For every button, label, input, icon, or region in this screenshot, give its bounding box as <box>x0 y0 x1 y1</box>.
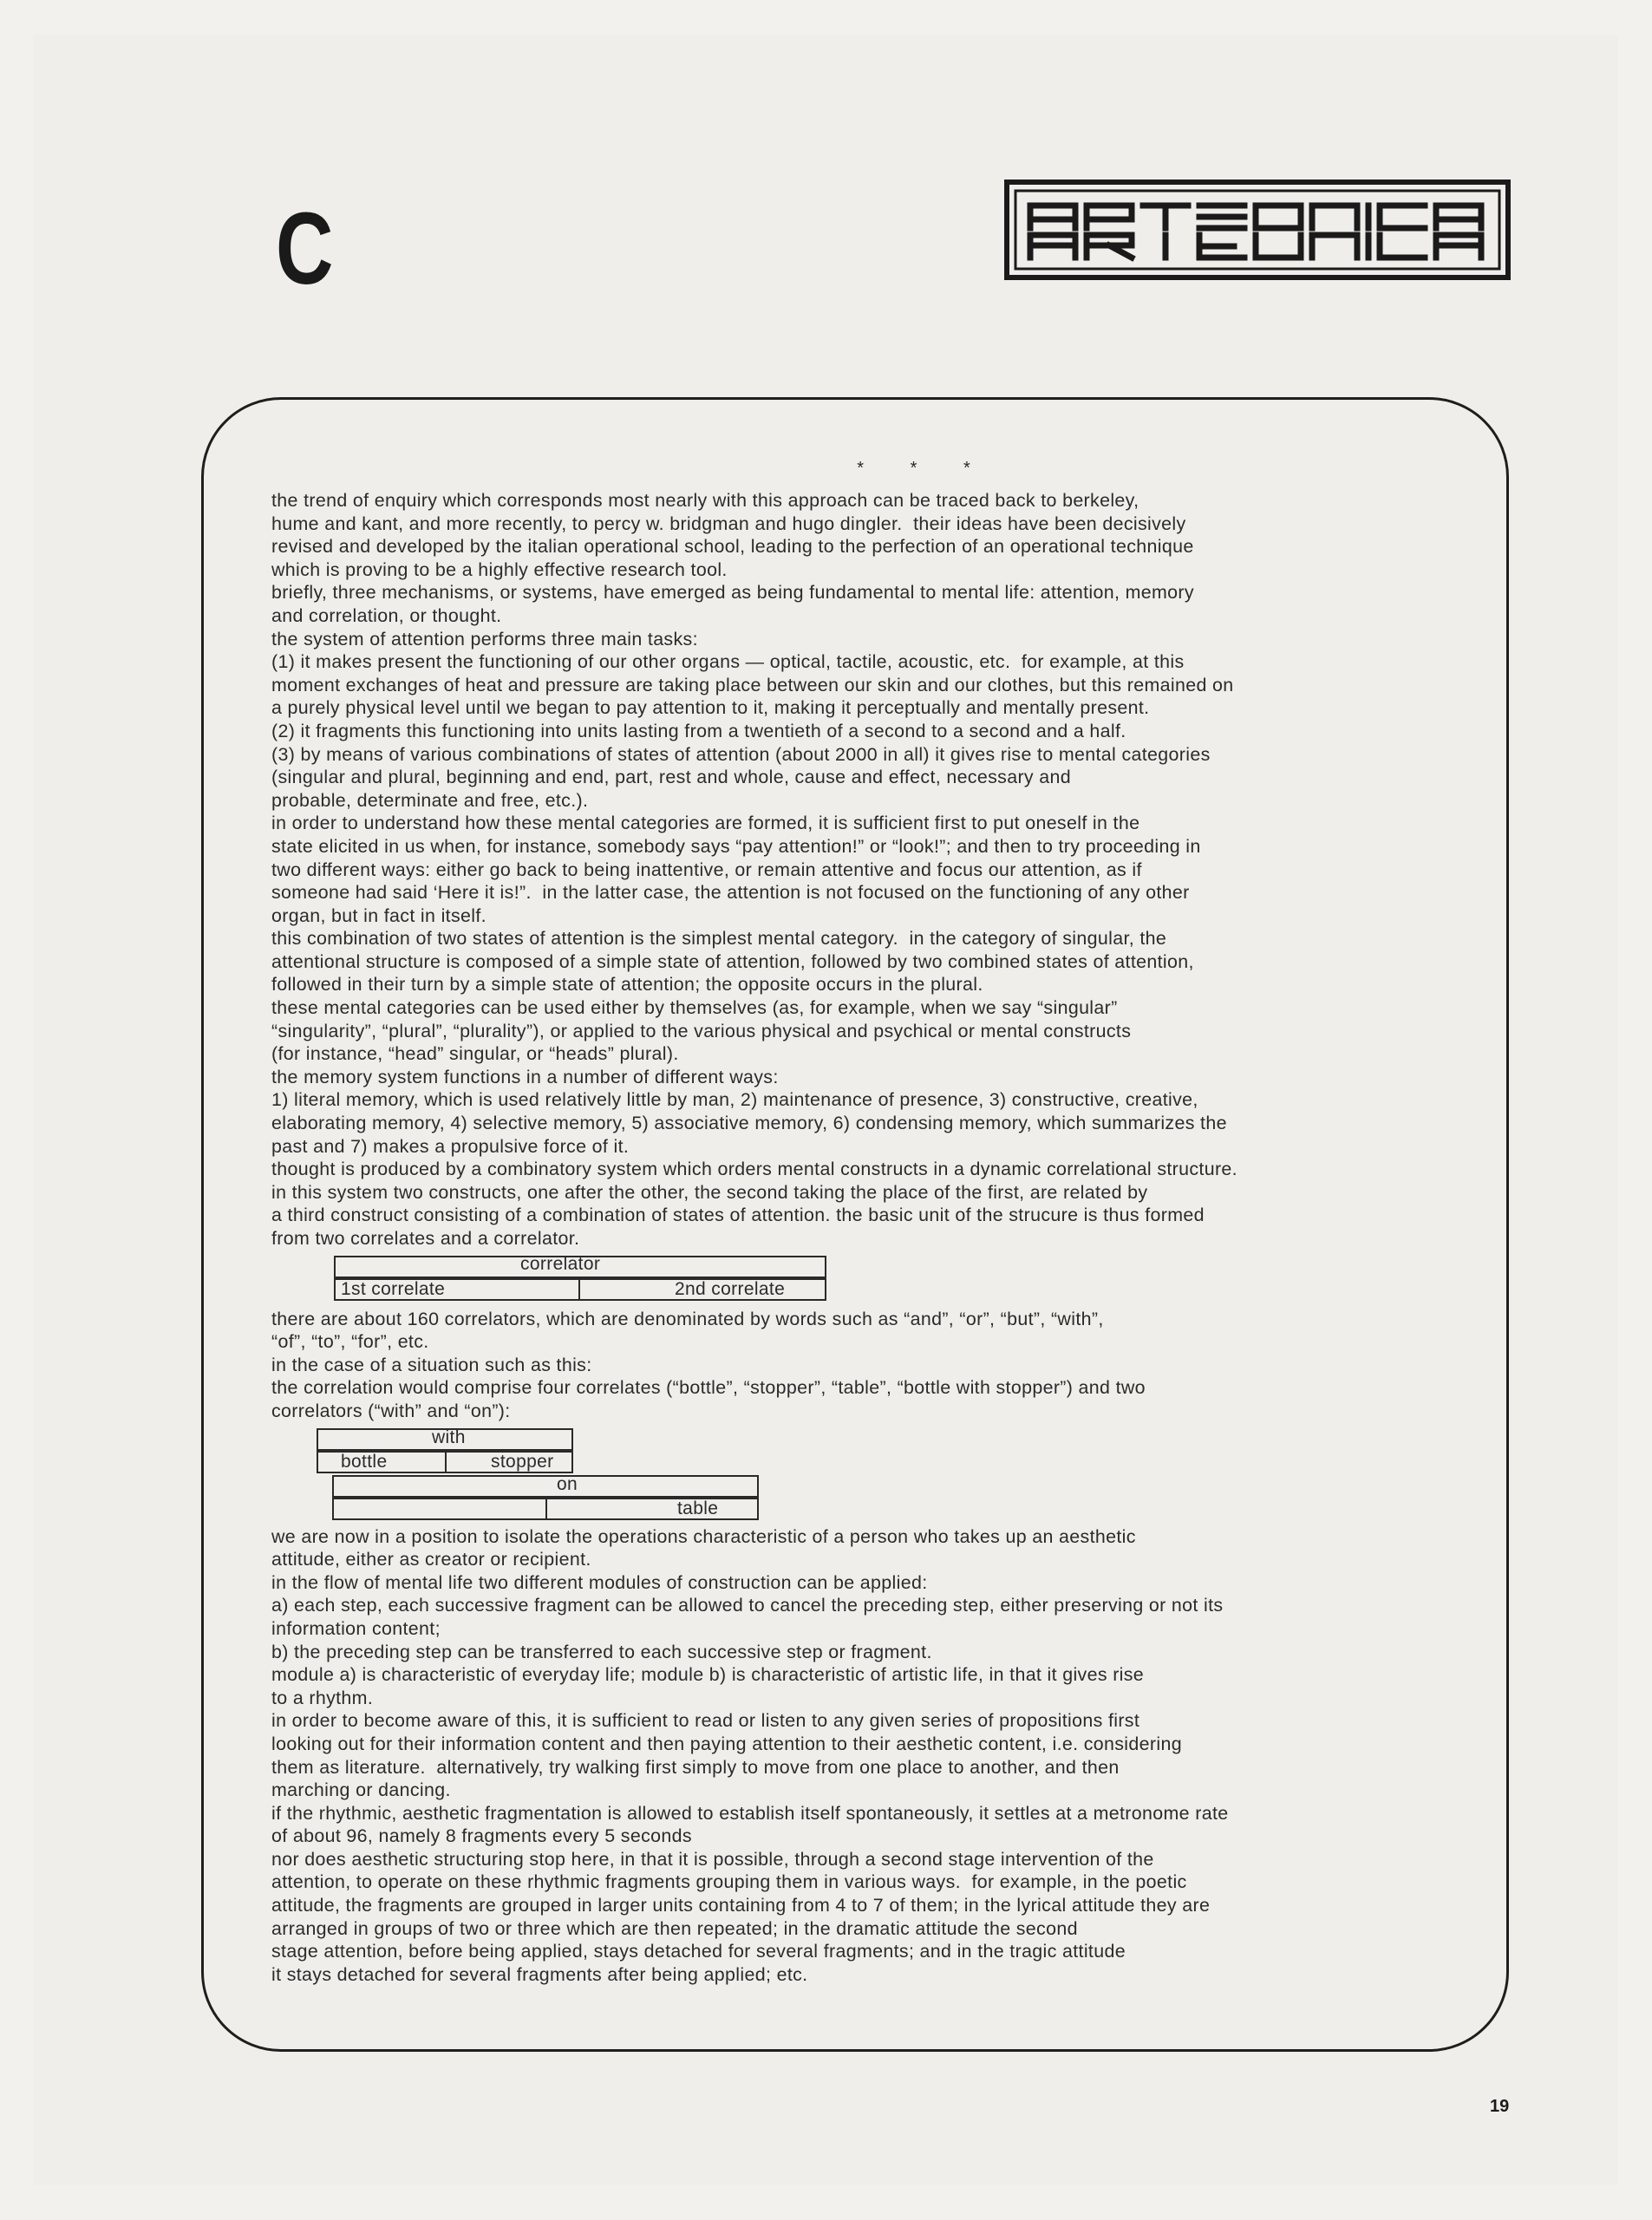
paragraph: the trend of enquiry which corresponds most nearly with this approach can be traced back to berkeley, hume and kant, and more recently, to percy w. bridgman and hugo dingler. their ideas have been decisively revised and developed by the italian operational school, leading to the perfection of an operational technique which is proving to be a highly effective research tool. <box>271 490 1194 580</box>
paragraph: these mental categories can be used either by themselves (as, for example, when we say “singular” “singularity”, “plural”, “plurality”), or applied to the various physical and psychical or mental constructs (for instance, “head” singular, or “heads” plural). <box>271 997 1132 1065</box>
bottle-label: bottle <box>341 1451 388 1472</box>
paragraph: nor does aesthetic structuring stop here, in that it is possible, through a second stage intervention of the attention, to operate on these rhythmic fragments grouping them in various ways. for example, in the poetic attitude, the fragments are grouped in larger units containing from 4 to 7 of them; in the lyrical attitude they are arranged in groups of two or three which are then repeated; in the dramatic attitude the second stage attention, before being applied, stays detached for several fragments; and in the tragic attitude it stays detached for several fragments after being applied; etc. <box>271 1848 1211 1985</box>
paragraph: this combination of two states of attention is the simplest mental category. in the category of singular, the attentional structure is composed of a simple state of attention, followed by two combined states of attention, followed in their turn by a simple state of attention; the opposite occurs in the plural. <box>271 928 1194 996</box>
on-label: on <box>557 1473 578 1494</box>
correlator-label: correlator <box>520 1253 601 1274</box>
paragraph: there are about 160 correlators, which are denominated by words such as “and”, “or”, “but”, “with”, “of”, “to”, “for”, etc. <box>271 1308 1104 1353</box>
paragraph: b) the preceding step can be transferred to each successive step or fragment. <box>271 1641 932 1662</box>
section-letter: C <box>276 192 334 306</box>
paragraph: we are now in a position to isolate the operations characteristic of a person who takes up an aesthetic attitude, either as creator or recipient. <box>271 1525 1136 1570</box>
paragraphs-part-1 <box>271 489 1455 1250</box>
paragraph: (2) it fragments this functioning into units lasting from a twentieth of a second to a second and a half. <box>271 720 1126 741</box>
paragraph: thought is produced by a combinatory system which orders mental constructs in a dynamic correlational structure. in this system two constructs, one after the other, the second taking the place of the first, are related by a third construct consisting of a combination of states of attention. the basic unit of the strucure is thus formed from two correlates and a correlator. <box>271 1159 1237 1249</box>
paragraph: in order to become aware of this, it is sufficient to read or listen to any given series of propositions first looking out for their information content and then paying attention to their aesthetic content, i.e. considering them as literature. alternatively, try walking first simply to move from one place to another, and then marching or dancing. <box>271 1710 1182 1801</box>
paragraph: 1) literal memory, which is used relatively little by man, 2) maintenance of presence, 3) constructive, creative, elaborating memory, 4) selective memory, 5) associative memory, 6) condensing memory, which summarizes the past and 7) makes a propulsive force of it. <box>271 1089 1227 1157</box>
paragraph: in the case of a situation such as this: <box>271 1354 592 1375</box>
article-body <box>271 460 1455 1986</box>
bottle-table-diagram <box>271 1427 1455 1525</box>
paragraph: module a) is characteristic of everyday life; module b) is characteristic of artistic life, in that it gives rise to a rhythm. <box>271 1664 1145 1708</box>
table-box <box>545 1498 759 1520</box>
stopper-label: stopper <box>491 1451 554 1472</box>
paragraphs-part-2 <box>271 1308 1455 1423</box>
paragraph: (3) by means of various combinations of states of attention (about 2000 in all) it gives rise to mental categories (singular and plural, beginning and end, part, rest and whole, cause and effect, necessary and probable, determinate and free, etc.). <box>271 743 1211 811</box>
paragraph: the system of attention performs three main tasks: <box>271 628 698 650</box>
logo-graphic <box>1004 180 1511 280</box>
paragraph: a) each step, each successive fragment can be allowed to cancel the preceding step, either preserving or not its information content; <box>271 1595 1224 1639</box>
section-separator: * * * <box>857 459 991 478</box>
second-correlate-label: 2nd correlate <box>675 1278 786 1299</box>
paragraph: (1) it makes present the functioning of our other organs — optical, tactile, acoustic, etc. for example, at this moment exchanges of heat and pressure are taking place between our skin and our clothes, but this remained on a purely physical level until we began to pay attention to it, making it perceptually and mentally present. <box>271 651 1234 719</box>
paragraph: the memory system functions in a number of different ways: <box>271 1066 779 1087</box>
paragraph: if the rhythmic, aesthetic fragmentation is allowed to establish itself spontaneously, it settles at a metronome rate of about 96, namely 8 fragments every 5 seconds <box>271 1802 1229 1847</box>
page-number: 19 <box>1490 2097 1510 2116</box>
bottle-with-stopper-box <box>332 1498 547 1520</box>
paragraph: briefly, three mechanisms, or systems, have emerged as being fundamental to mental life: attention, memory and correlation, or thought. <box>271 582 1194 626</box>
paragraph: in the flow of mental life two different modules of construction can be applied: <box>271 1571 928 1593</box>
table-label: table <box>677 1498 719 1518</box>
paragraphs-part-3 <box>271 1525 1455 1987</box>
correlation-diagram <box>271 1254 1455 1304</box>
arteonica-logo <box>1004 180 1511 280</box>
paragraph: the correlation would comprise four correlates (“bottle”, “stopper”, “table”, “bottle with stopper”) and two correlators (“with” and “on”): <box>271 1377 1146 1421</box>
with-label: with <box>432 1427 466 1447</box>
on-box <box>332 1475 759 1498</box>
paragraph: in order to understand how these mental categories are formed, it is sufficient first to put oneself in the state elicited in us when, for instance, somebody says “pay attention!” or “look!”; and then to try proceeding in two different ways: either go back to being inattentive, or remain attentive and focus our attention, as if someone had said ‘Here it is!”. in the latter case, the attention is not focused on the functioning of any other organ, but in fact in itself. <box>271 813 1201 926</box>
first-correlate-label: 1st correlate <box>341 1278 446 1299</box>
